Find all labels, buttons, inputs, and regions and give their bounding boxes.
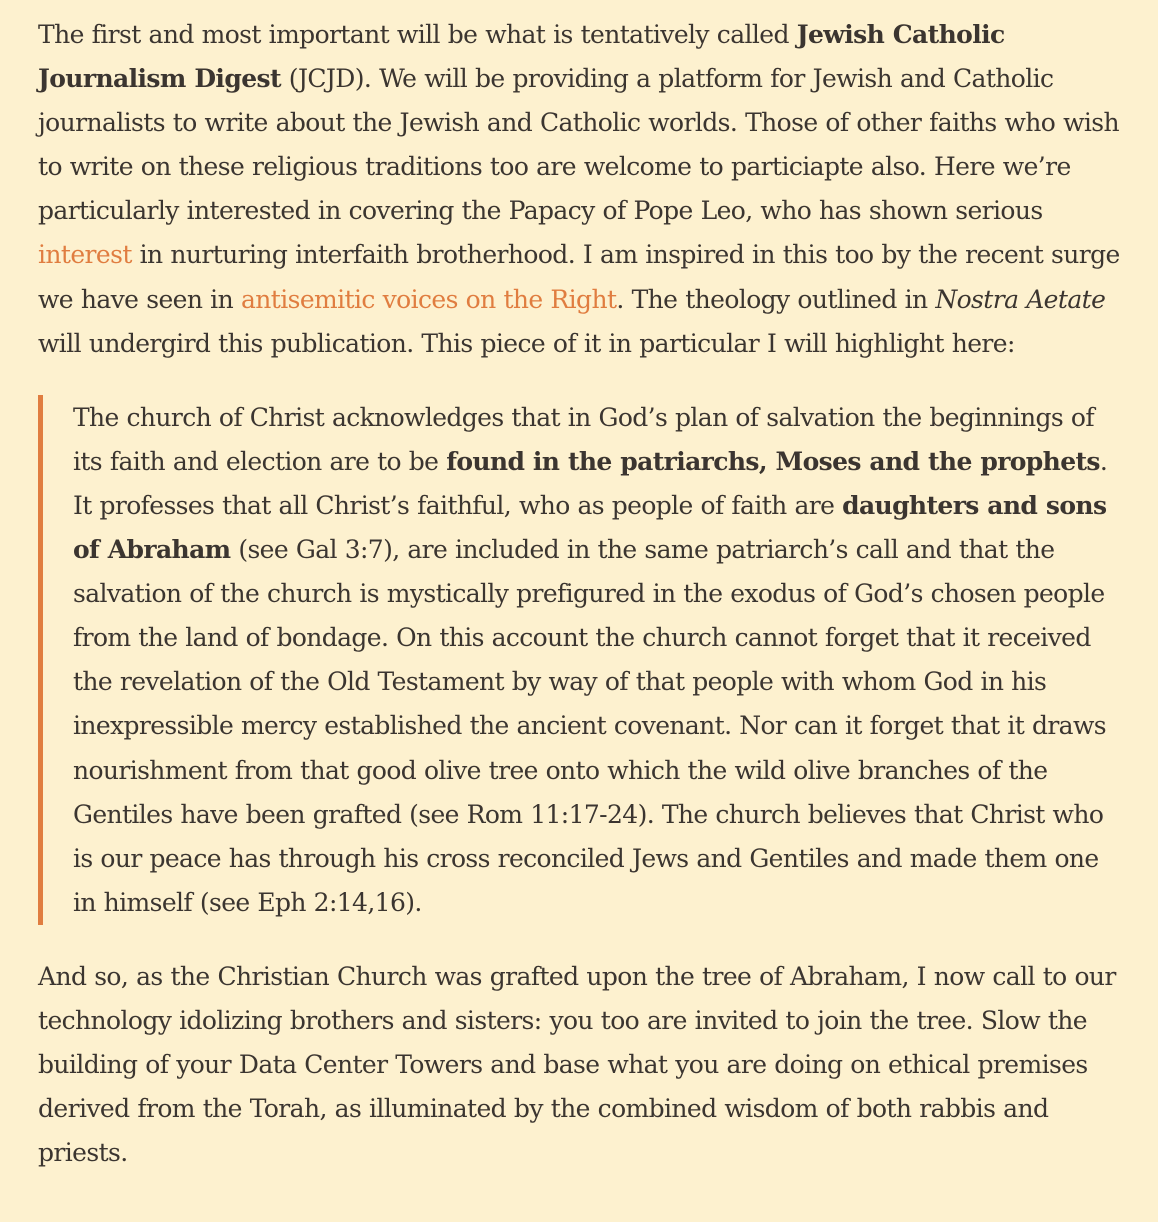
interest-link[interactable]: interest xyxy=(38,240,132,270)
antisemitic-voices-link[interactable]: antisemitic voices on the Right xyxy=(240,284,617,314)
publication-name: Jewish Catholic Journalism Digest xyxy=(38,20,1005,94)
intro-text-4: . The theology outlined in xyxy=(616,284,936,314)
quote-bold-patriarchs: found in the patriarchs, Moses and the prophets xyxy=(446,446,1100,476)
intro-text-3: in nurturing interfaith brotherhood. I am inspired in this too by the recent surge we have seen in xyxy=(38,240,1120,314)
intro-text-5: will undergird this publication. This piece of it in particular I will highlight here: xyxy=(38,328,1015,358)
blockquote-paragraph xyxy=(73,395,1128,925)
closing-paragraph: And so, as the Christian Church was grafted upon the tree of Abraham, I now call to our technology idolizing brothers and sisters: you too are invited to join the tree. Slow the building of your Data Center Towers and base what you are doing on ethical premises derived from the Torah, as illuminated by the combined wisdom of both rabbis and priests. xyxy=(38,961,1116,1168)
quote-text-2: . It professes that all Christ’s faithful, who as people of faith are xyxy=(73,446,1108,520)
quote-text-3: (see Gal 3:7), are included in the same patriarch’s call and that the salvation of the church is mystically prefigured in the exodus of God’s chosen people from the land of bondage. On this account the church cannot forget that it received the revelation of the Old Testament by way of that people with whom God in his inexpressible mercy established the ancient covenant. Nor can it forget that it draws nourishment from that good olive tree onto which the wild olive branches of the Gentiles have been grafted (see Rom 11:17-24). The church believes that Christ who is our peace has through his cross reconciled Jews and Gentiles and made them one in himself (see Eph 2:14,16). xyxy=(73,535,1106,917)
nostra-aetate-title: Nostra Aetate xyxy=(935,284,1106,314)
quote-bold-abraham: daughters and sons of Abraham xyxy=(73,490,1107,565)
intro-text-2: (JCJD). We will be providing a platform for Jewish and Catholic journalists to write about the Jewish and Catholic worlds. Those of other faiths who wish to write on these religious traditions too are welcome to particiapte also. Here we’re particularly interested in covering the Papacy of Pope Leo, who has shown serious xyxy=(38,64,1120,226)
nostra-aetate-blockquote xyxy=(38,395,1128,925)
quote-text-1: The church of Christ acknowledges that in God’s plan of salvation the beginnings of its faith and election are to be xyxy=(73,402,1094,476)
intro-paragraph xyxy=(38,13,1128,366)
intro-text-1: The first and most important will be what is tentatively called xyxy=(38,20,797,49)
